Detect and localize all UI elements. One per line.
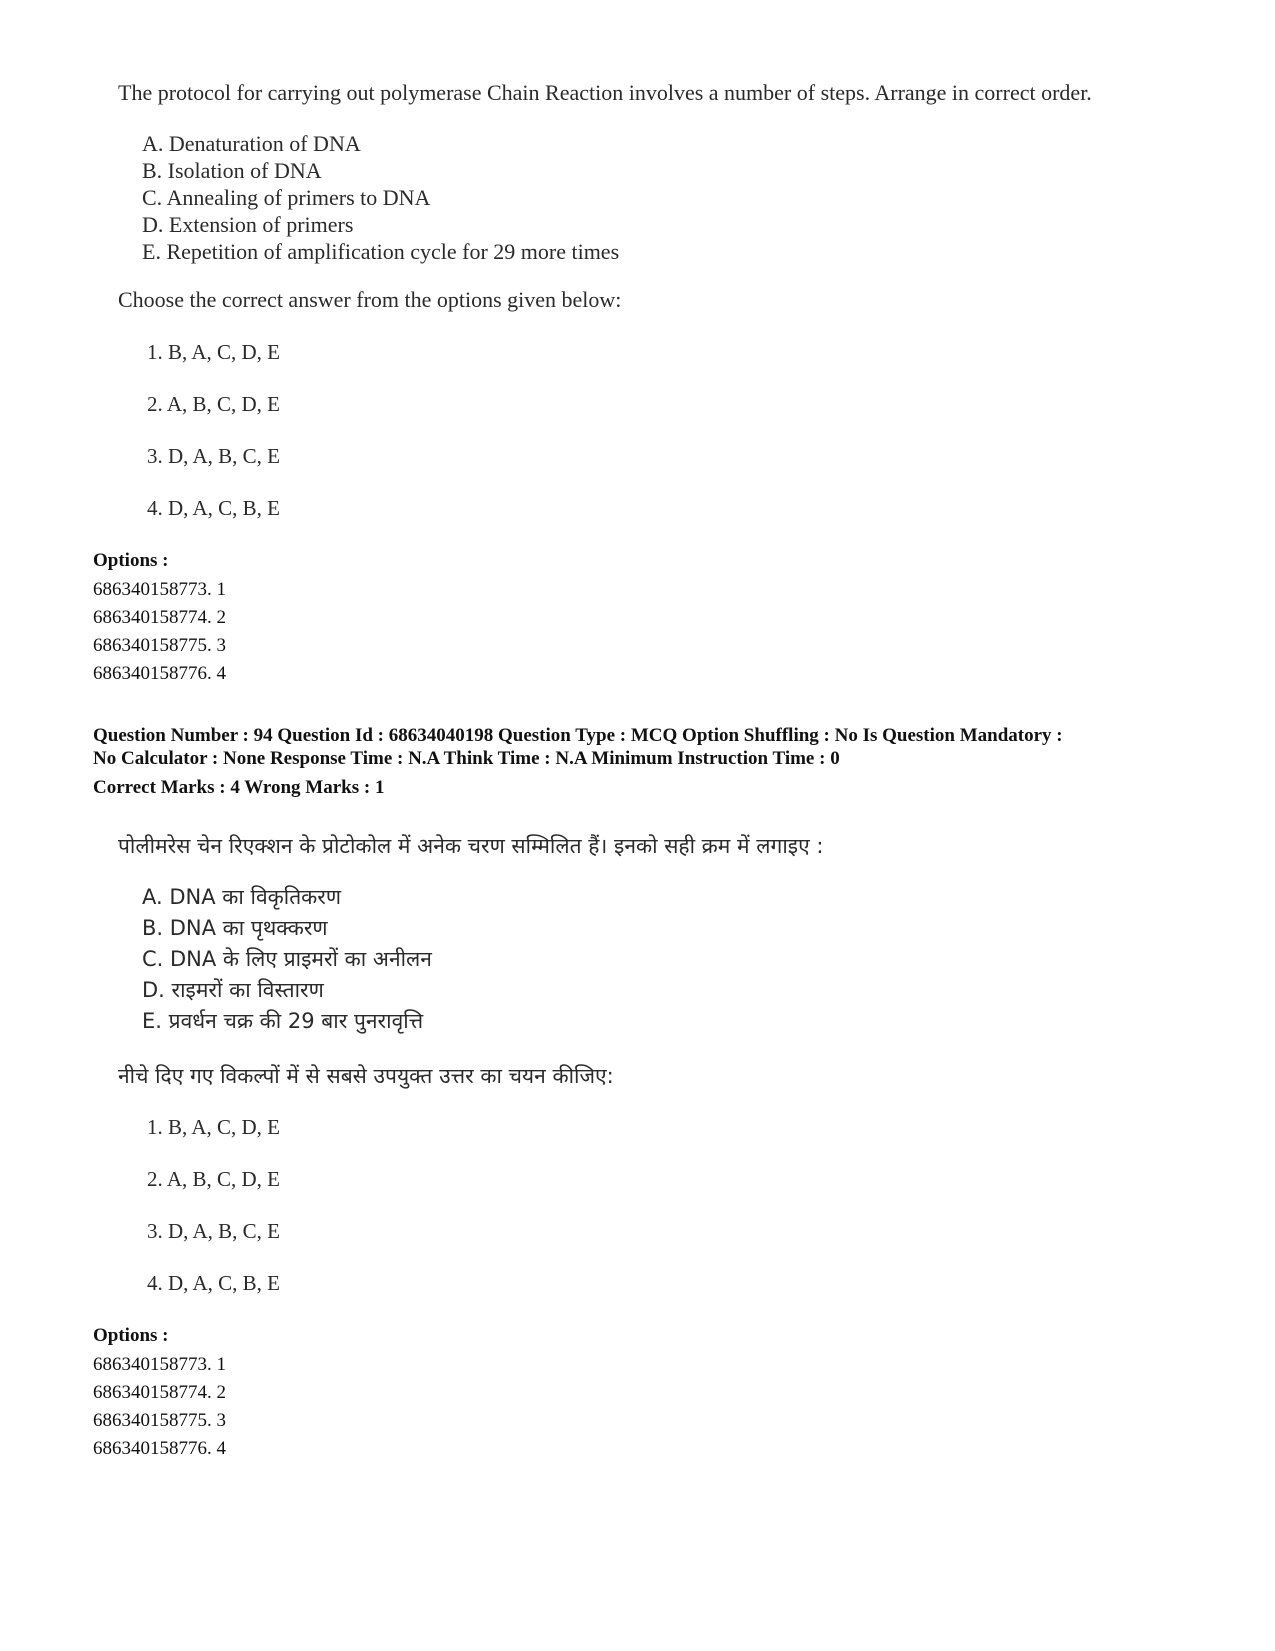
question-meta-line-2: No Calculator : None Response Time : N.A Think Time : N.A Minimum Instruction Time : 0 bbox=[93, 748, 840, 769]
english-choice-3: 3. D, A, B, C, E bbox=[147, 444, 281, 468]
english-options-heading: Options : bbox=[93, 550, 169, 571]
hindi-statement-c: C. DNA के लिए प्राइमरों का अनीलन bbox=[142, 947, 432, 971]
hindi-option-1: 686340158773. 1 bbox=[93, 1354, 226, 1375]
english-prompt: Choose the correct answer from the options given below: bbox=[118, 287, 622, 312]
hindi-prompt: नीचे दिए गए विकल्पों में से सबसे उपयुक्त उत्तर का चयन कीजिए: bbox=[118, 1064, 614, 1088]
question-marks: Correct Marks : 4 Wrong Marks : 1 bbox=[93, 777, 385, 798]
hindi-choice-1: 1. B, A, C, D, E bbox=[147, 1115, 281, 1139]
english-question-text: The protocol for carrying out polymerase Chain Reaction involves a number of steps. Arrange in correct order. bbox=[118, 80, 1092, 105]
hindi-option-2: 686340158774. 2 bbox=[93, 1382, 226, 1403]
hindi-statement-e: E. प्रवर्धन चक्र की 29 बार पुनरावृत्ति bbox=[142, 1009, 424, 1033]
english-option-2: 686340158774. 2 bbox=[93, 607, 226, 628]
english-choice-4: 4. D, A, C, B, E bbox=[147, 496, 281, 520]
hindi-statement-list bbox=[142, 882, 432, 1037]
english-option-4: 686340158776. 4 bbox=[93, 663, 226, 684]
english-statement-c: C. Annealing of primers to DNA bbox=[142, 185, 431, 210]
hindi-options-list bbox=[93, 1351, 226, 1463]
english-option-3: 686340158775. 3 bbox=[93, 635, 226, 656]
hindi-statement-b: B. DNA का पृथक्करण bbox=[142, 916, 328, 940]
english-statement-b: B. Isolation of DNA bbox=[142, 158, 322, 183]
english-options-list bbox=[93, 576, 226, 688]
english-choice-2: 2. A, B, C, D, E bbox=[147, 392, 281, 416]
english-choice-1: 1. B, A, C, D, E bbox=[147, 340, 281, 364]
question-meta-line-1: Question Number : 94 Question Id : 68634040198 Question Type : MCQ Option Shuffling : No Is Question Mandatory : bbox=[93, 725, 1063, 746]
hindi-choice-4: 4. D, A, C, B, E bbox=[147, 1271, 281, 1295]
english-statement-e: E. Repetition of amplification cycle for 29 more times bbox=[142, 239, 620, 264]
hindi-options-heading: Options : bbox=[93, 1325, 169, 1346]
hindi-statement-d: D. राइमरों का विस्तारण bbox=[142, 978, 324, 1002]
hindi-statement-a: A. DNA का विकृतिकरण bbox=[142, 885, 342, 909]
hindi-question-text: पोलीमरेस चेन रिएक्शन के प्रोटोकोल में अनेक चरण सम्मिलित हैं। इनको सही क्रम में लगाइए : bbox=[118, 834, 824, 858]
hindi-option-3: 686340158775. 3 bbox=[93, 1410, 226, 1431]
english-statement-d: D. Extension of primers bbox=[142, 212, 354, 237]
english-statement-a: A. Denaturation of DNA bbox=[142, 131, 361, 156]
english-statement-list bbox=[142, 130, 619, 265]
hindi-choice-2: 2. A, B, C, D, E bbox=[147, 1167, 281, 1191]
hindi-choice-3: 3. D, A, B, C, E bbox=[147, 1219, 281, 1243]
english-option-1: 686340158773. 1 bbox=[93, 579, 226, 600]
hindi-option-4: 686340158776. 4 bbox=[93, 1438, 226, 1459]
